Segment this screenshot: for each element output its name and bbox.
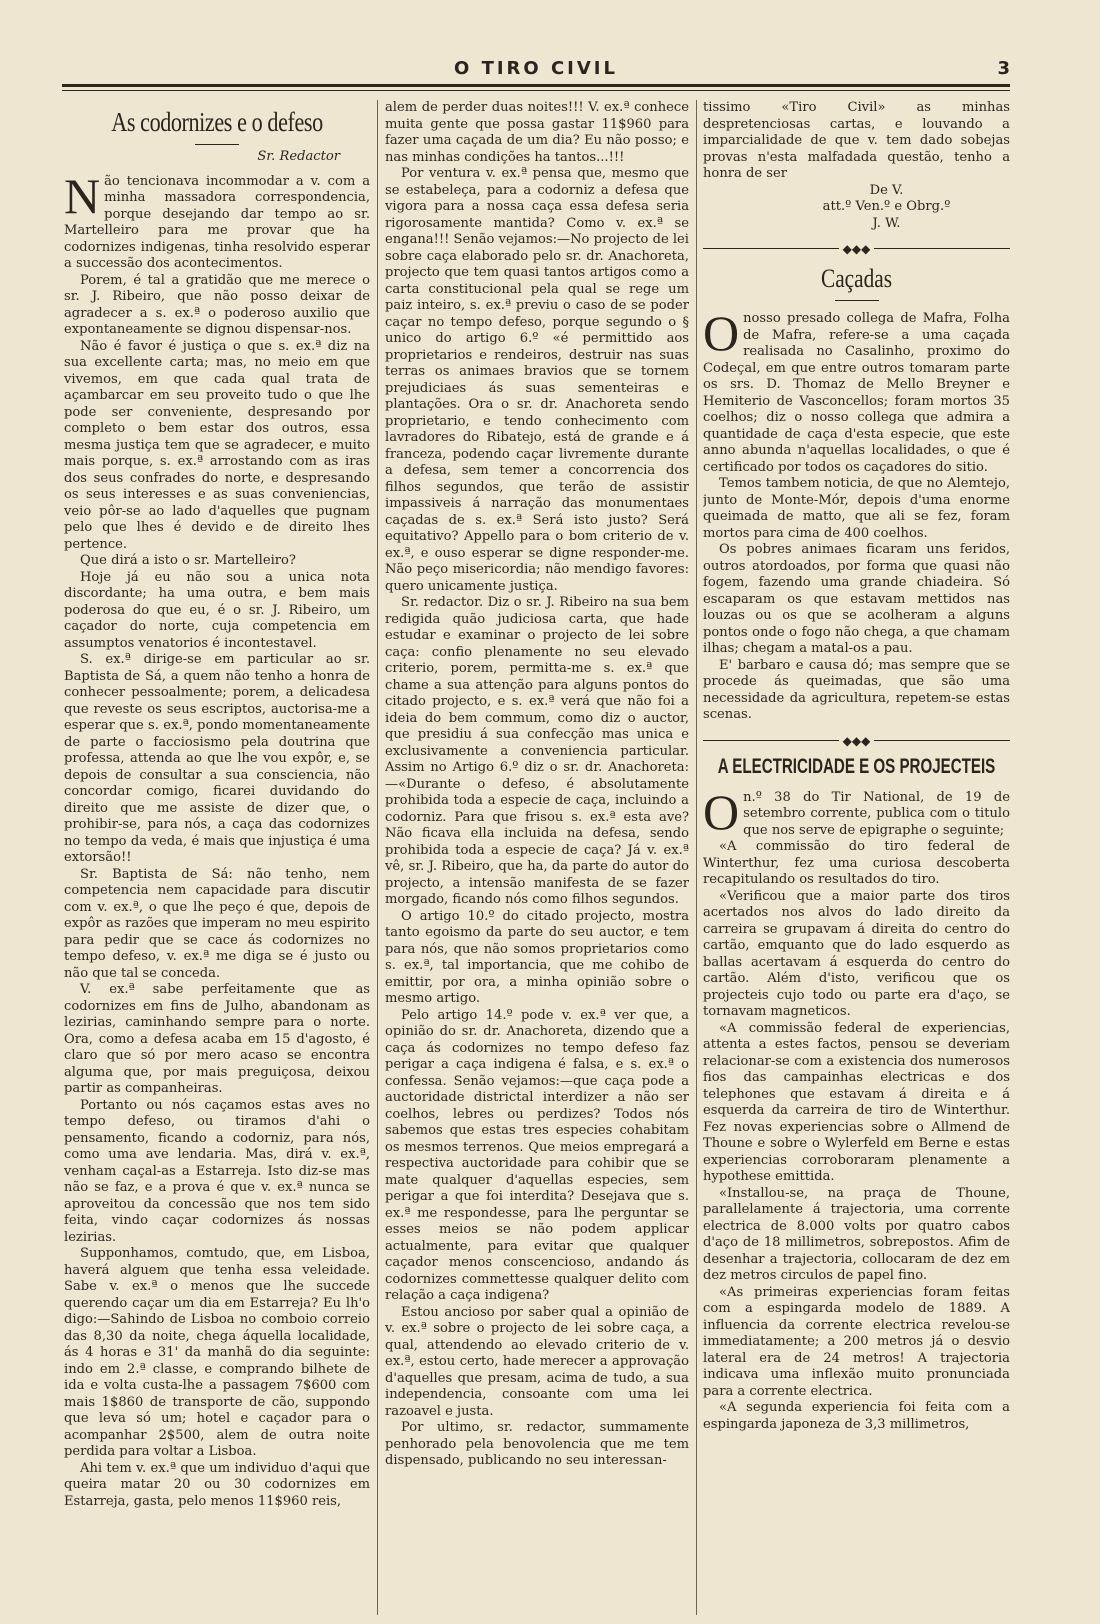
paragraph: Sr. redactor. Diz o sr. J. Ribeiro na sua bem redigida quão judiciosa carta, que hade estudar e examinar o projecto de lei sobre caça: confio plenamente no seu elevado criterio, porem, permitta-me s. ex.ª que chame a sua attenção para alguns pontos do citado projecto, e s. ex.ª verá que não foi a ideia do bem commum, como diz o auctor, que presidiu á sua confecção mas unica e exclusivamente a conveniencia particular. Assim no Artigo 6.º diz o sr. dr. Anachoreta:—«Durante o defeso, é absolutamente prohibida toda a especie de caça, incluindo a codorniz. Para que frisou s. ex.ª esta ave? Não ficava ella incluida na defesa, sendo prohibida toda a especie de caça? Já v. ex.ª vê, sr. J. Ribeiro, que ha, da parte do autor do projecto, a intensão manifesta de se fazer morgado, ficando nós como filhos segundos. xyxy=(385,595,689,907)
section-ornament xyxy=(703,242,1010,254)
paragraph: Por ventura v. ex.ª pensa que, mesmo que se estabeleça, para a codorniz a defesa que vigora para a nossa caça essa defesa seria rigorosamente mantida? Como v. ex.ª se engana!!! Senão vejamos:—No projecto de lei sobre caça elaborado pelo sr. dr. Anachoreta, projecto que tem quasi tantos artigos como a carta constitucional pela qual se rege um paiz inteiro, s. ex.ª previu o caso de se poder caçar no tempo defeso, porque segundo o § unico do artigo 6.º «é permittido aos proprietarios e rendeiros, destruir nas suas terras os animaes bravios que se tornem prejudiciaes ás suas sementeiras e plantações. Ora o sr. dr. Anachoreta sendo proprietario, e tendo conhecimento com lavradores do Ribatejo, está de grande e á franceza, podendo caçar livremente durante a defesa, sem temer a concorrencia dos filhos segundos, que terão de assistir impassiveis á narração das monumentaes caçadas de s. ex.ª Será isto justo? Será equitativo? Appello para o bom criterio de v. ex.ª, e ouso esperar se digne responder-me. Não peço misericordia; não mendigo favores: quero unicamente justiça. xyxy=(385,166,689,594)
paragraph: Por ultimo, sr. redactor, summamente penhorado pela benovolencia que me tem dispensado, publicando no seu interessan- xyxy=(385,1420,689,1468)
paragraph: Sr. Baptista de Sá: não tenho, nem competencia nem capacidade para discutir com v. ex.ª, o que lhe peço é que, depois de expôr as razões que imperam no meu espirito para pedir que se cace ás codornizes no tempo defeso, v. ex.ª me diga se é justo ou não que tal se conceda. xyxy=(64,866,370,981)
paragraph: V. ex.ª sabe perfeitamente que as codornizes em fins de Julho, abandonam as lezirias, caminhando sempre para o norte. Ora, como a defesa acaba em 15 d'agosto, é claro que só por mero acaso se encontra alguma que, por mais preguiçosa, deixou partir as companheiras. xyxy=(64,982,370,1096)
drop-cap: O xyxy=(703,783,740,840)
paragraph: «A segunda experiencia foi feita com a espingarda japoneza de 3,3 millimetros, xyxy=(703,1400,1010,1432)
paragraph: Os pobres animaes ficaram uns feridos, outros atordoados, por forma que quasi não fogem, fazendo uma grande chiadeira. Só escaparam os que estavam mettidos nas louzas ou os que se acolheram a alguns pontos onde o fogo não chega, a que chamam ilhas; chegam a matal-os a pau. xyxy=(703,542,1010,656)
page-number: 3 xyxy=(997,58,1010,79)
article-title: A ELECTRICIDADE E OS PROJECTEIS xyxy=(717,754,996,778)
paragraph: Pelo artigo 14.º pode v. ex.ª ver que, a opinião do sr. dr. Anachoreta, dizendo que a caça ás codornizes no tempo defeso faz perigar a caça indigena é falsa, e s. ex.ª o confessa. Senão vejamos:—que caça pode a auctoridade districtal interdizer a não ser coelhos, lebres ou perdizes? Todos nós sabemos que estas tres especies cohabitam os mesmos terrenos. Que meios empregará a respectiva auctoridade para cohibir que se mate qualquer d'aquellas especies, sem perigar a que foi interdita? Desejava que s. ex.ª me respondesse, para lhe perguntar se esses meios se não podem applicar actualmente, para evitar que qualquer caçador menos conscencioso, andando ás codornizes commettesse qualquer delito com relação a caça indigena? xyxy=(385,1007,689,1303)
paragraph: «As primeiras experiencias foram feitas com a espingarda modelo de 1889. A influencia da corrente electrica revelou-se immediatamente; a 200 metros já o desvio lateral era de 24 metros! A trajectoria indicava uma inflexão muito pronunciada para a corrente electrica. xyxy=(703,1284,1010,1399)
signature-initials: J. W. xyxy=(872,215,901,231)
article-title: As codornizes e o defeso xyxy=(111,107,323,137)
signature-line: att.º Ven.º e Obrg.º xyxy=(822,199,951,214)
diamond-ornament-icon: ◆◆◆ xyxy=(839,734,875,748)
paragraph: Estou ancioso por saber qual a opinião de v. ex.ª sobre o projecto de lei sobre caça, a qual, attendendo ao elevado criterio de v. ex.ª, estou certo, hade merecer a approvação d'aquelles que presam, acima de tudo, a sua independencia, consoante com uma lei razoavel e justa. xyxy=(385,1304,689,1419)
article-body xyxy=(703,305,1010,724)
masthead: O TIRO CIVIL xyxy=(454,58,618,79)
column-divider xyxy=(696,100,697,1615)
paragraph: Hoje já eu não sou a unica nota discordante; ha uma outra, e bem mais poderosa do que eu, é o sr. J. Ribeiro, um caçador do norte, cuja competencia em assumptos venatorios é incontestavel. xyxy=(64,569,370,651)
header-rule xyxy=(62,84,1010,87)
paragraph: Onosso presado collega de Mafra, Folha de Mafra, refere-se a uma caçada realisada no Casalinho, proximo do Codeçal, em que entre outros tomaram parte os srs. D. Thomaz de Mello Breyner e Hemiterio de Vasconcellos; foram mortos 35 coelhos; diz o nosso collega que admira a quantidade de caça d'esta especie, que este anno abunda n'aquellas localidades, o que é certificado por todos os caçadores do sitio. xyxy=(703,305,1010,475)
paragraph: Porem, é tal a gratidão que me merece o sr. J. Ribeiro, que não posso deixar de agradecer a s. ex.ª o poderoso auxilio que expontaneamente se dignou dispensar-nos. xyxy=(64,272,370,337)
title-rule xyxy=(835,300,879,301)
paragraph: alem de perder duas noites!!! V. ex.ª conhece muita gente que possa gastar 11$960 para fazer uma caçada de um dia? Eu não posso; e nas minhas condições ha tantos...!!! xyxy=(385,100,689,165)
paragraph: «Installou-se, na praça de Thoune, parallelamente á trajectoria, uma corrente electrica de 8.000 volts por quatro cabos d'aço de 18 millimetros, sobrepostos. Afim de desenhar a trajectoria, collocaram de dez em dez metros circulos de papel fino. xyxy=(703,1185,1010,1283)
drop-cap: N xyxy=(64,167,101,224)
paragraph: «A commissão do tiro federal de Winterthur, fez uma curiosa descoberta recapitulando os resultados do tiro. xyxy=(703,839,1010,887)
article-body xyxy=(64,167,370,1511)
paragraph: On.º 38 do Tir National, de 19 de setembro corrente, publica com o titulo que nos serve de epigraphe o seguinte; xyxy=(703,783,1010,840)
paragraph: Não tencionava incommodar a v. com a minha massadora correspondencia, porque desejando dar tempo ao sr. Martelleiro para me provar que ha codornizes indigenas, tinha resolvido esperar a successão dos acontecimentos. xyxy=(64,167,370,271)
signature-line: De V. xyxy=(869,182,904,198)
section-ornament xyxy=(703,734,1010,746)
title-rule xyxy=(195,144,239,145)
diamond-ornament-icon: ◆◆◆ xyxy=(839,242,875,256)
paragraph: Temos tambem noticia, de que no Alemtejo, junto de Monte-Mór, depois d'uma enorme queimada de matto, que ali se fez, foram mortos para cima de 400 coelhos. xyxy=(703,476,1010,541)
column-3 xyxy=(703,100,1010,1615)
paragraph: O artigo 10.º do citado projecto, mostra tanto egoismo da parte do seu auctor, e tem para nós, que não somos proprietarios como s. ex.ª, tal importancia, que me cohibo de emittir, por ora, a minha opinião sobre o mesmo artigo. xyxy=(385,908,689,1006)
page-header xyxy=(62,58,1010,84)
paragraph: tissimo «Tiro Civil» as minhas despretenciosas cartas, e louvando a imparcialidade de que v. tem dado sobejas provas n'esta malfadada questão, tenho a honra de ser xyxy=(703,100,1010,181)
paragraph: «Verificou que a maior parte dos tiros acertados nos alvos do lado direito da carreira se grupavam á direita do centro do cartão, emquanto que do lado esquerdo as ballas acertavam á esquerda do centro do cartão. Além d'isto, verificou que os projecteis cujo todo ou parte era d'aço, se tornavam magneticos. xyxy=(703,888,1010,1019)
paragraph: S. ex.ª dirige-se em particular ao sr. Baptista de Sá, a quem não tenho a honra de conhecer pessoalmente; porem, a delicadesa que reveste os seus escriptos, auctorisa-me a esperar que s. ex.ª, pondo momentaneamente de parte o facciosismo pela doutrina que professa, attenda ao que lhe vou expôr, e, se depois de consultar a sua consciencia, não concordar comigo, ficarei duvidando do direito que me assiste de dizer que, o prohibir-se, para nós, a caça das codornizes no tempo da veda, é mais que injustiça é uma extorsão!! xyxy=(64,652,370,865)
column-2 xyxy=(385,100,689,1615)
paragraph: E' barbaro e causa dó; mas sempre que se procede ás queimadas, que são uma necessidade da agricultura, repetem-se estas scenas. xyxy=(703,657,1010,722)
paragraph: Portanto ou nós caçamos estas aves no tempo defeso, ou tiramos d'ahi o pensamento, ficando a codorniz, para nós, como uma ave lendaria. Mas, dirá v. ex.ª, venham caçal-as a Estarreja. Isto diz-se mas não se faz, e a prova é que v. ex.ª nunca se aproveitou da concessão que nos tem sido feita, vindo caçar codornizes ás nossas lezirias. xyxy=(64,1097,370,1245)
article-title: Caçadas xyxy=(820,264,893,293)
column-1 xyxy=(64,100,370,1615)
paragraph: Que dirá a isto o sr. Martelleiro? xyxy=(80,553,296,568)
paragraph: Supponhamos, comtudo, que, em Lisboa, haverá alguem que tenha essa veleidade. Sabe v. ex.ª o menos que lhe succede querendo caçar um dia em Estarreja? Eu lh'o digo:—Sahindo de Lisboa no comboio correio das 8,30 da noite, chega áquella localidade, ás 4 horas e 31' da manhã do dia seguinte: indo em 2.ª classe, e comprando bilhete de ida e volta custa-lhe a passagem 7$600 com mais 1$860 de transporte de cão, suppondo que leva só um; hotel e caçador para o acompanhar 2$500, alem de outra noite perdida para voltar a Lisboa. xyxy=(64,1246,370,1459)
salutation: Sr. Redactor xyxy=(257,149,340,164)
paragraph: Não é favor é justiça o que s. ex.ª diz na sua excellente carta; mas, no meio em que vivemos, em que cada qual trata de açambarcar em seu proveito tudo o que lhe pode ser conveniente, despresando por completo o bem estar dos outros, essa mesma justiça tem que se agradecer, e muito mais porque, s. ex.ª arrostando com as iras dos seus confrades do norte, e despresando os seus interesses e as suas conveniencias, veio pôr-se ao lado d'aquelles que pugnam pelo que lhes é devido e de direito lhes pertence. xyxy=(64,338,370,552)
paragraph: «A commissão federal de experiencias, attenta a estes factos, pensou se deveriam relacionar-se com a existencia dos numerosos fios das campainhas electricas e dos telephones que estavam á direita e á esquerda da carreira de tiro de Winterthur. Fez novas experiencias sobre o Allmend de Thoune e sobre o Wylerfeld em Berne e estas experiencias corroboraram plenamente a hypothese emittida. xyxy=(703,1020,1010,1184)
drop-cap: O xyxy=(703,305,740,361)
paragraph: Ahi tem v. ex.ª que um individuo d'aqui que queira matar 20 ou 30 codornizes em Estarreja, gasta, pelo menos 11$960 reis, xyxy=(64,1460,370,1509)
header-rule-thin xyxy=(62,90,1010,91)
column-divider xyxy=(377,100,378,1615)
article-body xyxy=(703,783,1010,1434)
